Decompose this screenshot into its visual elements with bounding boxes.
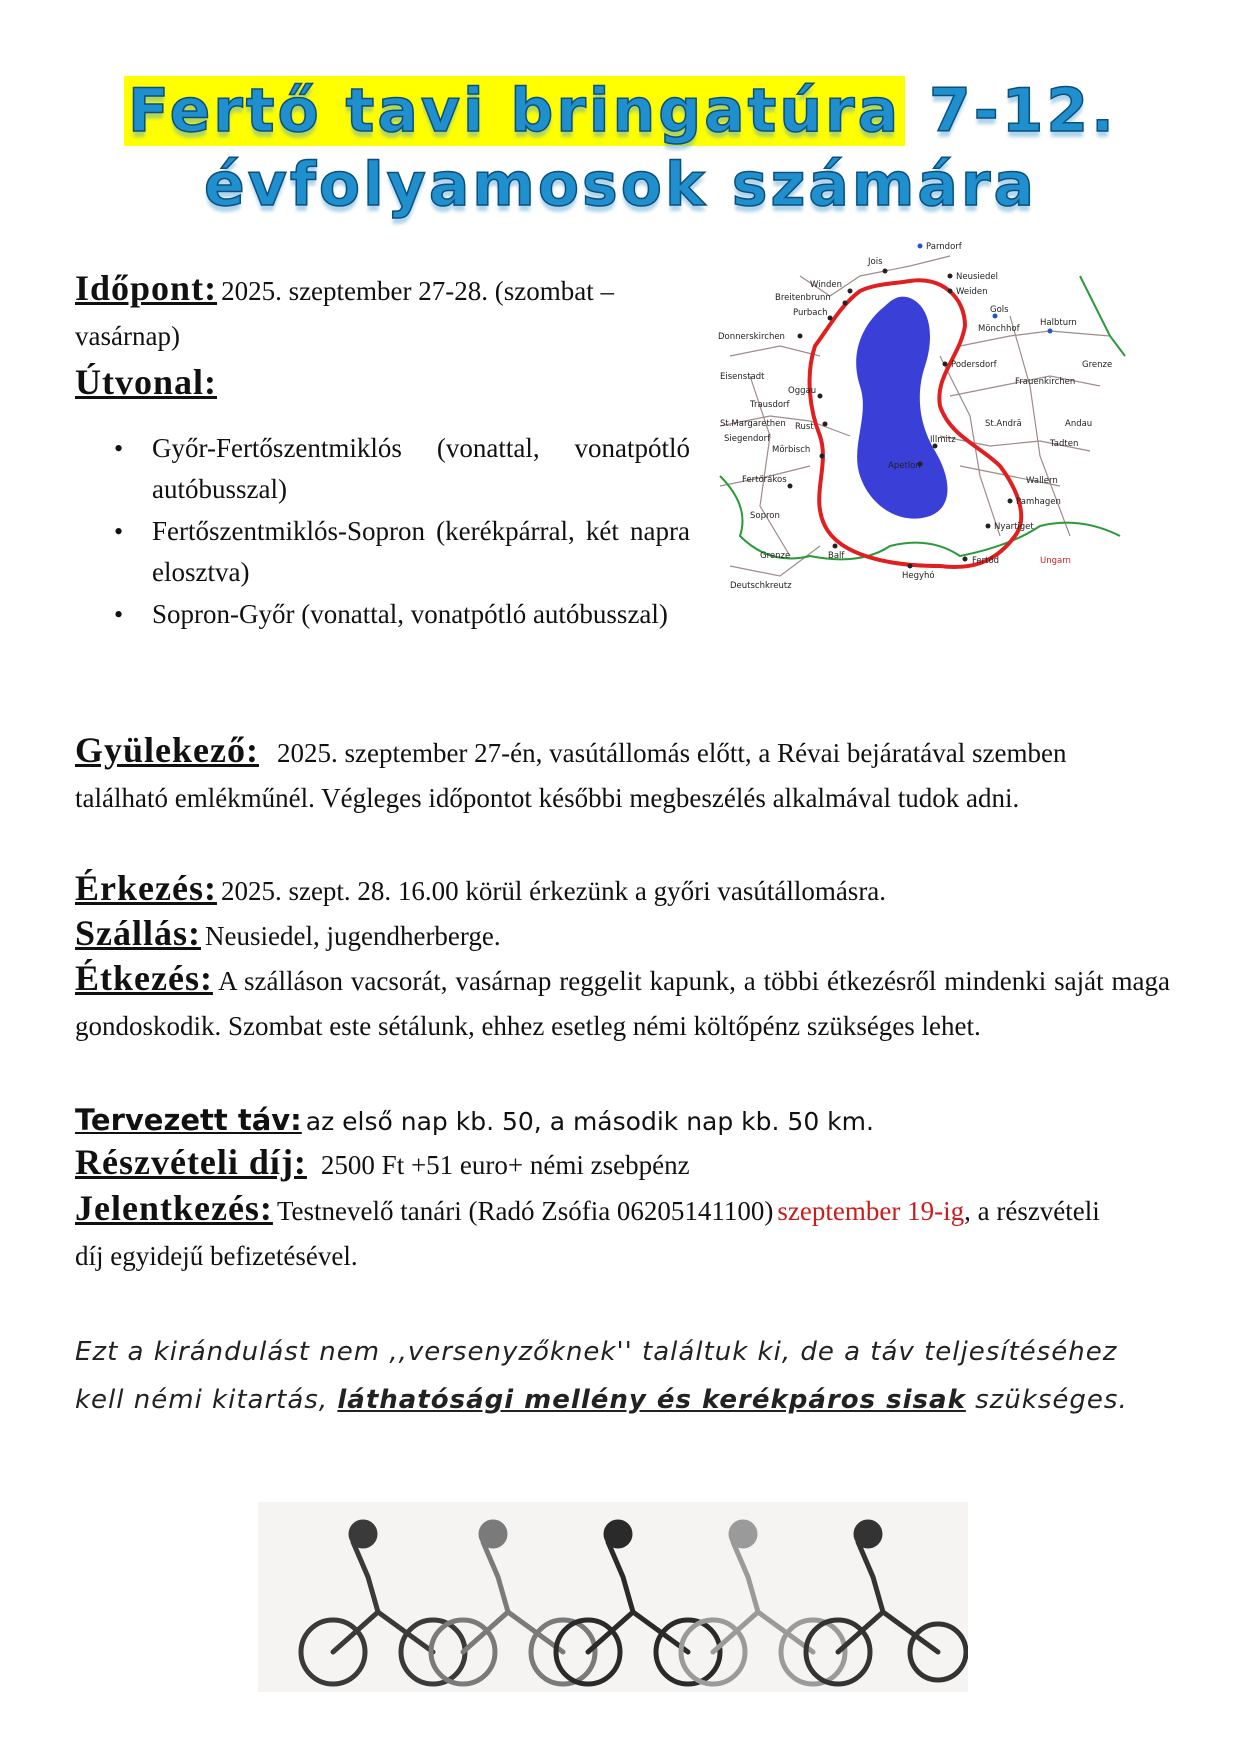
note-end: szükséges. [975, 1385, 1128, 1415]
svg-text:Sopron: Sopron [750, 511, 780, 521]
utvonal-label: Útvonal: [75, 362, 217, 402]
svg-text:Donnerskirchen: Donnerskirchen [718, 332, 785, 342]
dij-label: Részvételi díj: [75, 1142, 307, 1182]
svg-text:Fertőrákos: Fertőrákos [742, 475, 787, 485]
svg-text:Winden: Winden [810, 280, 842, 290]
svg-text:Gols: Gols [990, 305, 1009, 315]
svg-text:Purbach: Purbach [793, 308, 828, 318]
erkezes-label: Érkezés: [75, 868, 217, 908]
etkezes-label: Étkezés: [75, 958, 213, 998]
svg-text:Rust: Rust [795, 422, 814, 432]
svg-text:Hegyhó: Hegyhó [902, 571, 935, 581]
note-text: Ezt a kirándulást nem ,,versenyzőknek'' találtuk ki, de a táv teljesítéséhez kell némi kitartás, [75, 1337, 1118, 1415]
erkezes-text: 2025. szept. 28. 16.00 körül érkezünk a győri vasútállomásra. [220, 876, 887, 906]
svg-text:Ungarn: Ungarn [1040, 556, 1071, 566]
svg-text:Nyartiget: Nyartiget [994, 522, 1034, 532]
svg-text:Illmitz: Illmitz [930, 435, 956, 445]
route-list [110, 428, 690, 636]
svg-text:St.Andrä: St.Andrä [985, 419, 1022, 429]
section-tav [75, 1100, 1135, 1146]
route-item: • Sopron-Győr (vonattal, vonatpótló autóbusszal) [110, 594, 690, 635]
title-line-1 [0, 74, 1241, 148]
lake-map-image [710, 236, 1130, 624]
svg-text:Balf: Balf [828, 551, 845, 561]
route-item: • Győr-Fertőszentmiklós (vonattal, vonatpótló autóbusszal) [110, 428, 690, 510]
svg-text:Parndorf: Parndorf [926, 242, 962, 252]
section-jelentkezes [75, 1188, 1135, 1281]
svg-text:Trausdorf: Trausdorf [750, 400, 790, 410]
note-underlined: láthatósági mellény és kerékpáros sisak [337, 1385, 966, 1415]
gyulekezo-label: Gyülekező: [75, 730, 259, 770]
idopont-text: 2025. szeptember 27-28. (szombat –vasárnap) [75, 276, 614, 351]
section-etkezes [75, 958, 1170, 1051]
svg-text:Podersdorf: Podersdorf [951, 360, 997, 370]
svg-text:Grenze: Grenze [1082, 360, 1113, 370]
jelentkezes-text-after: , a részvételi díj egyidejű befizetésével. [75, 1196, 1100, 1271]
title-grade: 7-12. [905, 76, 1117, 146]
section-gyulekezo [75, 730, 1095, 823]
svg-text:Frauenkirchen: Frauenkirchen [1015, 377, 1076, 387]
svg-text:Halbturn: Halbturn [1040, 318, 1077, 328]
svg-text:Wallern: Wallern [1026, 476, 1058, 486]
section-dij [75, 1142, 1135, 1190]
title-line-2: évfolyamosok számára [204, 150, 1037, 220]
idopont-label: Időpont: [75, 268, 218, 308]
section-szallas [75, 913, 1135, 961]
svg-text:Pamhagen: Pamhagen [1016, 497, 1061, 507]
section-idopont [75, 268, 695, 361]
section-utvonal [75, 362, 217, 410]
svg-text:Apetlon: Apetlon [888, 461, 921, 471]
svg-text:Siegendorf: Siegendorf [724, 434, 771, 444]
gyulekezo-text: 2025. szeptember 27-én, vasútállomás előtt, a Révai bejáratával szemben található emlékműnél. Végleges időpontot későbbi megbeszélés alkalmával tudok adni. [75, 738, 1067, 813]
svg-text:Grenze: Grenze [760, 551, 791, 561]
jelentkezes-deadline: szeptember 19-ig [777, 1196, 965, 1226]
jelentkezes-text: Testnevelő tanári (Radó Zsófia 06205141100) [276, 1196, 774, 1226]
section-erkezes [75, 868, 1135, 916]
jelentkezes-label: Jelentkezés: [75, 1188, 273, 1228]
tav-label: Tervezett táv: [75, 1103, 302, 1137]
svg-text:Eisenstadt: Eisenstadt [720, 372, 765, 382]
svg-text:Mönchhof: Mönchhof [978, 324, 1020, 334]
safety-note [75, 1328, 1135, 1424]
svg-text:Mörbisch: Mörbisch [772, 445, 811, 455]
dij-text: 2500 Ft +51 euro+ némi zsebpénz [320, 1150, 690, 1180]
szallas-label: Szállás: [75, 913, 202, 953]
szallas-text: Neusiedel, jugendherberge. [205, 921, 501, 951]
svg-text:Deutschkreutz: Deutschkreutz [730, 581, 792, 591]
svg-text:Breitenbrunn: Breitenbrunn [775, 293, 831, 303]
svg-text:Andau: Andau [1065, 419, 1093, 429]
tav-text: az első nap kb. 50, a második nap kb. 50 km. [305, 1107, 874, 1136]
svg-text:St.Margarethen: St.Margarethen [720, 419, 786, 429]
etkezes-text: A szálláson vacsorát, vasárnap reggelit kapunk, a többi étkezésről mindenki saját maga gondoskodik. Szombat este sétálunk, ehhez esetleg némi költőpénz szükséges lehet. [75, 966, 1171, 1041]
route-item: • Fertőszentmiklós-Sopron (kerékpárral, két napra elosztva) [110, 511, 690, 593]
svg-text:Jois: Jois [868, 257, 883, 267]
svg-text:Tadten: Tadten [1050, 439, 1079, 449]
svg-text:Fertőd: Fertőd [972, 556, 1000, 566]
svg-text:Oggau: Oggau [788, 386, 817, 396]
svg-text:Neusiedel: Neusiedel [956, 272, 998, 282]
title-highlight: Fertő tavi bringatúra [124, 76, 905, 146]
cyclists-illustration [258, 1502, 968, 1692]
svg-text:Weiden: Weiden [956, 287, 988, 297]
